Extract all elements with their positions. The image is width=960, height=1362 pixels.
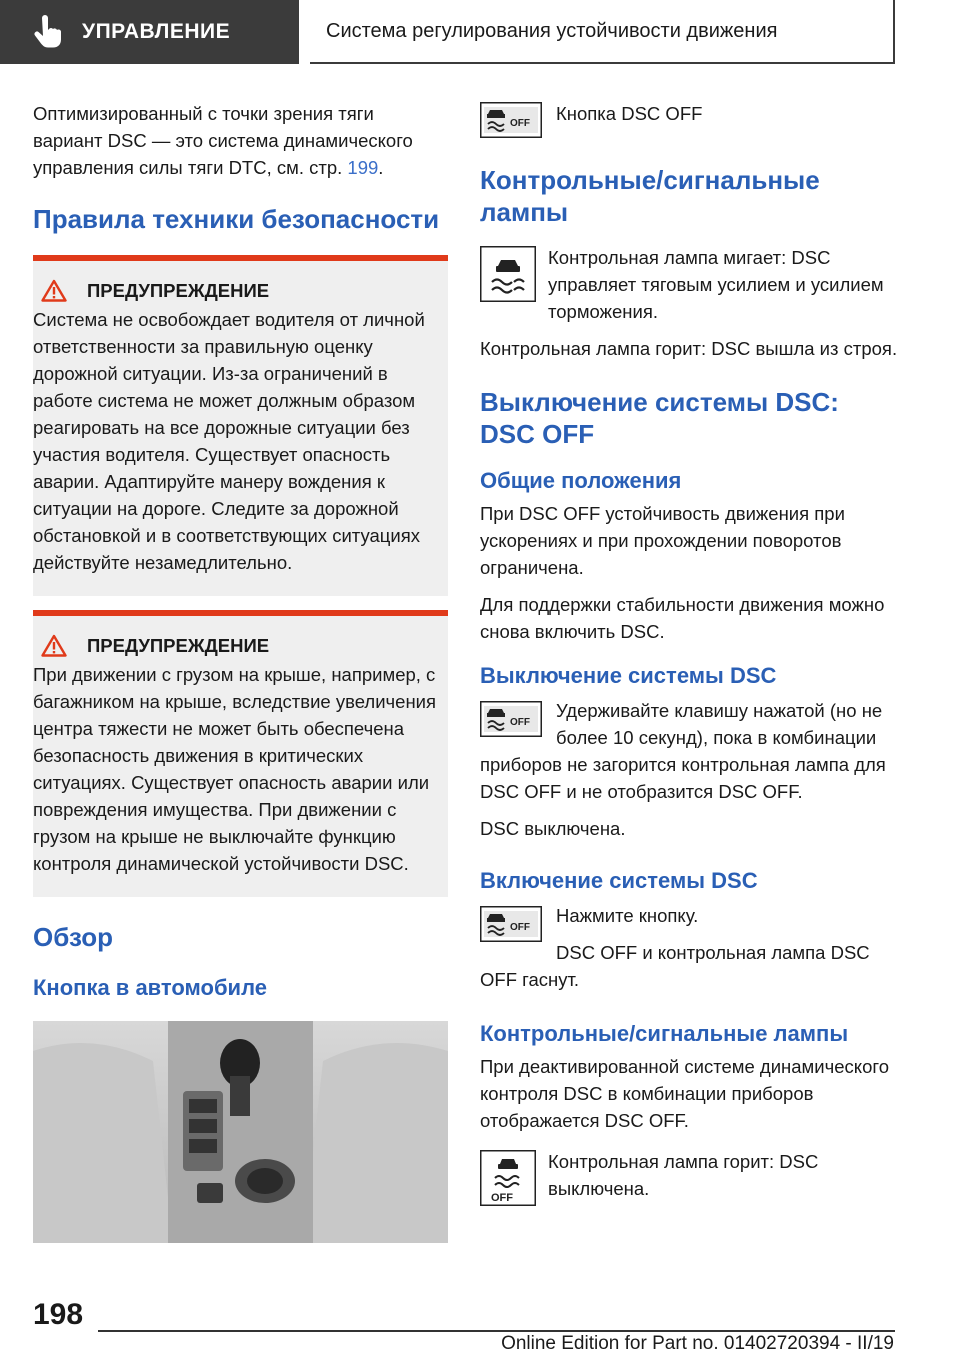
warning-text: При движении с грузом на крыше, например, с багажником на крыше, вследствие увеличения центра тяжести не может быть обеспечена безопасность движения в критических ситуациях. Существует опасность аварии или повреждения имущества. При движении с грузом на крыше не выключайте функцию контроля динамической устойчивости DSC. — [33, 664, 437, 874]
warning-title: ПРЕДУПРЕЖДЕНИЕ — [87, 634, 270, 656]
general-paragraph: Для поддержки стабильности движения можно снова включить DSC. — [480, 594, 885, 642]
button-heading: Кнопка в автомобиле — [33, 975, 267, 1000]
overview-heading: Обзор — [33, 922, 113, 952]
section-title: УПРАВЛЕНИЕ — [82, 20, 231, 43]
lamp-off-text: Контрольная лампа горит: DSC выключена. — [548, 1151, 819, 1199]
dsc-off-lamp-icon — [480, 1150, 536, 1206]
disable-heading: Выключение системы DSC — [480, 663, 777, 688]
lamp-blink-text: Контрольная лампа мигает: DSC управляет тяговым усилием и усилием торможения. — [548, 247, 884, 322]
dsc-lamp-icon — [480, 246, 536, 302]
intro-paragraph: Оптимизированный с точки зрения тяги вариант DSC — это система динамического управления силы тяги DTC, см. стр. 199. — [33, 103, 413, 178]
lamp-on-text: Контрольная лампа горит: DSC вышла из строя. — [480, 338, 898, 359]
warning-box — [33, 255, 448, 596]
off-heading: Выключение системы DSC: DSC OFF — [480, 387, 839, 449]
safety-heading: Правила техники безопасности — [33, 204, 440, 234]
lamp-blink-row — [480, 244, 900, 325]
icon-off-text: OFF — [510, 118, 530, 129]
warning-title-row — [33, 634, 440, 657]
enable-block — [480, 902, 900, 993]
enable-paragraph: Нажмите кнопку. — [556, 905, 699, 926]
disable-block — [480, 697, 900, 805]
enable-heading: Включение системы DSC — [480, 868, 758, 893]
disable-paragraph: Удерживайте клавишу нажатой (но не более 10 секунд), пока в комбинации приборов не загорится контрольная лампа для DSC OFF и не отобразится DSC OFF. — [480, 700, 886, 802]
dsc-off-button-icon — [480, 102, 542, 138]
general-heading: Общие положения — [480, 468, 682, 493]
page-number: 198 — [33, 1298, 84, 1331]
general-paragraph: При DSC OFF устойчивость движения при ускорениях и при прохождении поворотов ограничена. — [480, 503, 845, 578]
dsc-off-button-icon — [480, 906, 542, 942]
icon-off-text: OFF — [510, 922, 530, 933]
warning-text: Система не освобождает водителя от личной ответственности за правильную оценку дорожной ситуации. Из-за ограничений в работе система не может должным образом реагировать на все дорожные ситуации без участия водителя. Существует опасность аварии. Адаптируйте манеру вождения к ситуации на дороге. Следите за дорожной обстановкой и в соответствующих ситуациях действуйте незамедлительно. — [33, 309, 425, 573]
footer-divider — [98, 1330, 895, 1332]
center-console-photo — [33, 1021, 448, 1243]
lamps-heading: Контрольные/сигнальные лампы — [480, 165, 820, 227]
page-link[interactable]: 199 — [347, 157, 379, 178]
warning-title: ПРЕДУПРЕЖДЕНИЕ — [87, 279, 270, 301]
icon-off-text: OFF — [491, 1192, 513, 1204]
section-tab — [0, 0, 299, 64]
console-illustration — [33, 1021, 448, 1243]
lamp-off-row — [480, 1148, 900, 1206]
enable-paragraph: DSC OFF и контрольная лампа DSC OFF гаснут. — [480, 942, 870, 990]
disable-result: DSC выключена. — [480, 818, 626, 839]
warning-triangle-icon — [41, 279, 67, 302]
chapter-title: Система регулирования устойчивости движения — [310, 0, 895, 64]
lamps2-paragraph: При деактивированной системе динамического контроля DSC в комбинации приборов отображается DSC OFF. — [480, 1056, 890, 1131]
hand-pointer-icon — [30, 14, 66, 50]
warning-box — [33, 610, 448, 897]
dsc-off-button-icon — [480, 701, 542, 737]
warning-triangle-icon — [41, 634, 67, 657]
dsc-button-row — [480, 100, 900, 138]
edition-text: Online Edition for Part no. 01402720394 - II/19 — [501, 1333, 894, 1354]
lamps2-heading: Контрольные/сигнальные лампы — [480, 1021, 849, 1046]
icon-off-text: OFF — [510, 717, 530, 728]
left-column — [33, 100, 448, 1243]
button-label: Кнопка DSC OFF — [556, 103, 703, 124]
right-column — [480, 100, 900, 1206]
warning-title-row — [33, 279, 440, 302]
